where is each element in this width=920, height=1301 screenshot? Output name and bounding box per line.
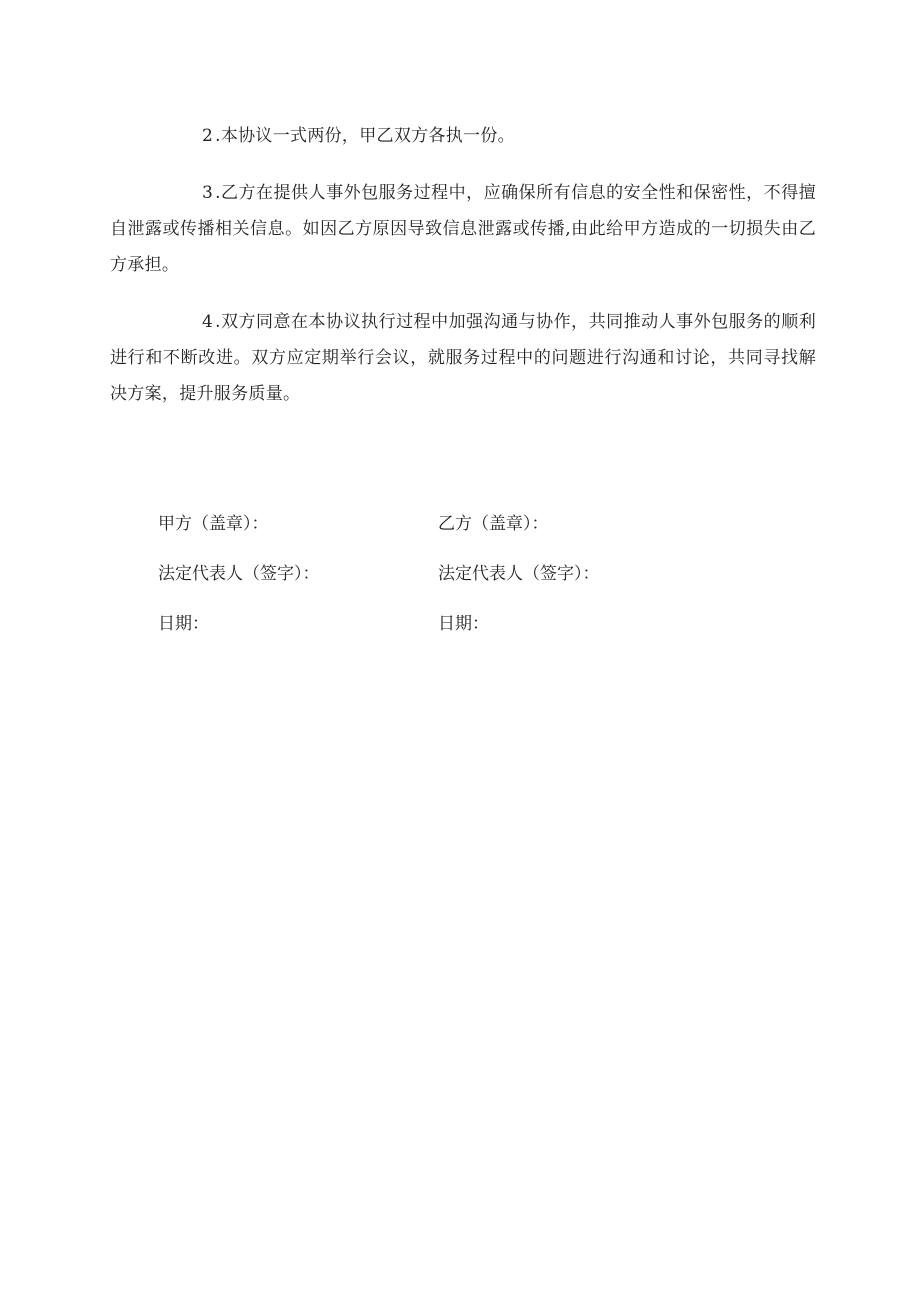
party-b-date-label: 日期： (438, 613, 489, 634)
signature-block (158, 496, 718, 646)
clause-number: 3 (202, 183, 214, 203)
clause-list (110, 118, 816, 433)
party-b-representative-label: 法定代表人（签字）： (438, 563, 600, 584)
party-a-representative-label: 法定代表人（签字）： (158, 563, 320, 584)
clause-item (110, 304, 816, 412)
seal-row (158, 496, 718, 546)
clause-text: .双方同意在本协议执行过程中加强沟通与协作，共同推动人事外包服务的顺利进行和不断改进。双方应定期举行会议，就服务过程中的问题进行沟通和讨论，共同寻找解决方案，提升服务质量。 (110, 312, 816, 404)
clause-text: .乙方在提供人事外包服务过程中，应确保所有信息的安全性和保密性，不得擅自泄露或传播相关信息。如因乙方原因导致信息泄露或传播,由此给甲方造成的一切损失由乙方承担。 (110, 183, 816, 275)
clause-item (110, 175, 816, 283)
clause-number: 4 (202, 312, 214, 332)
date-row (158, 596, 718, 646)
clause-item (110, 118, 816, 154)
clause-number: 2 (202, 126, 214, 146)
representative-row (158, 546, 718, 596)
party-a-seal-label: 甲方（盖章）： (158, 513, 269, 534)
party-a-date-label: 日期： (158, 613, 209, 634)
clause-text: .本协议一式两份，甲乙双方各执一份。 (215, 126, 515, 146)
party-b-seal-label: 乙方（盖章）： (438, 513, 549, 534)
